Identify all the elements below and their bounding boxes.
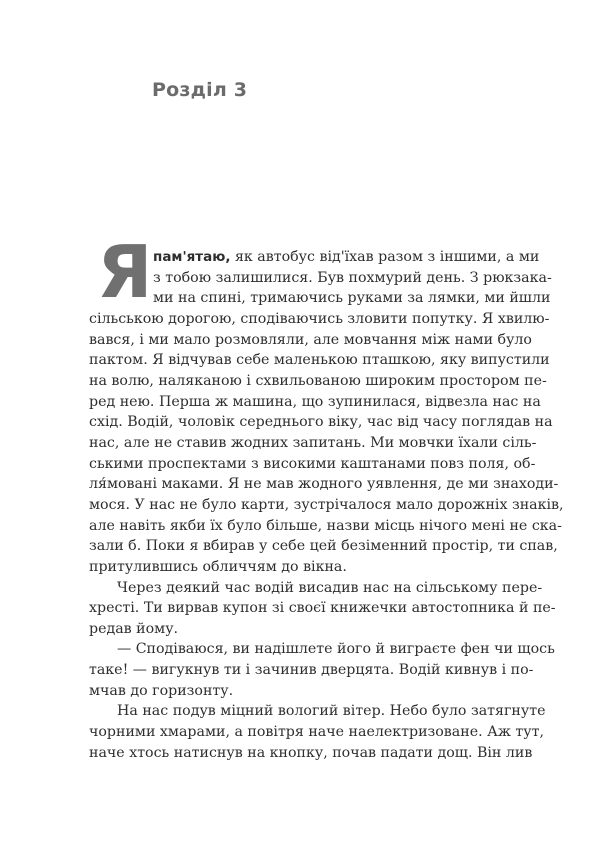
text-line: ля́мовані маками. Я не мав жодного уявлення, де ми знаходи-: [89, 476, 559, 493]
text-line-content: як автобус від'їхав разом з іншими, а ми: [230, 249, 540, 265]
text-line: але навіть якби їх було більше, назви місць нічого мені не ска-: [89, 517, 562, 534]
text-line: ред нею. Перша ж машина, що зупинилася, відвезла нас на: [89, 393, 541, 410]
chapter-heading: Розділ 3: [152, 79, 248, 101]
text-line: ми на спині, тримаючись руками за лямки, ми йшли: [153, 290, 551, 307]
text-line: пактом. Я відчував себе маленькою пташкою, яку випустили: [89, 352, 550, 369]
text-line: зали б. Поки я вбирав у себе цей безіменний простір, ти спав,: [89, 538, 558, 555]
text-line: На нас подув міцний вологий вітер. Небо було затягнуте: [117, 703, 546, 720]
text-line: наче хтось натиснув на кнопку, почав падати дощ. Він лив: [89, 744, 533, 761]
text-line: [89, 247, 540, 268]
body-text: [89, 247, 564, 763]
text-line: мчав до горизонту.: [89, 682, 234, 699]
text-line: притулившись обличчям до вікна.: [89, 558, 347, 575]
text-line: на волю, наляканою і схвильованою широким простором пе-: [89, 372, 547, 389]
lead-in-bold: пам'ятаю,: [153, 249, 231, 265]
text-line: мося. У нас не було карти, зустрічалося мало дорожніх знаків,: [89, 496, 564, 513]
text-line: нас, але не ставив жодних запитань. Ми мовчки їхали сіль-: [89, 434, 537, 451]
text-line: схід. Водій, чоловік середнього віку, час від часу поглядав на: [89, 414, 553, 431]
text-line: Через деякий час водій висадив нас на сільському пере-: [117, 579, 543, 596]
text-line: таке! — вигукнув ти і зачинив дверцята. Водій кивнув і по-: [89, 662, 534, 679]
text-line: сільською дорогою, сподіваючись зловити попутку. Я хвилю-: [89, 310, 550, 327]
drop-cap: Я: [97, 230, 153, 314]
text-line: ськими проспектами з високими каштанами повз поля, об-: [89, 455, 536, 472]
text-line: — Сподіваюся, ви надішлете його й виграєте фен чи щось: [117, 641, 555, 658]
text-line: вався, і ми мало розмовляли, але мовчання між нами було: [89, 331, 532, 348]
text-line: з тобою залишилися. Був похмурий день. З рюкзака-: [153, 269, 552, 286]
text-line: хресті. Ти вирвав купон зі своєї книжечки автостопника й пе-: [89, 600, 556, 617]
text-line: редав йому.: [89, 620, 179, 637]
text-line: чорними хмарами, а повітря наче наелектризоване. Аж тут,: [89, 724, 544, 741]
